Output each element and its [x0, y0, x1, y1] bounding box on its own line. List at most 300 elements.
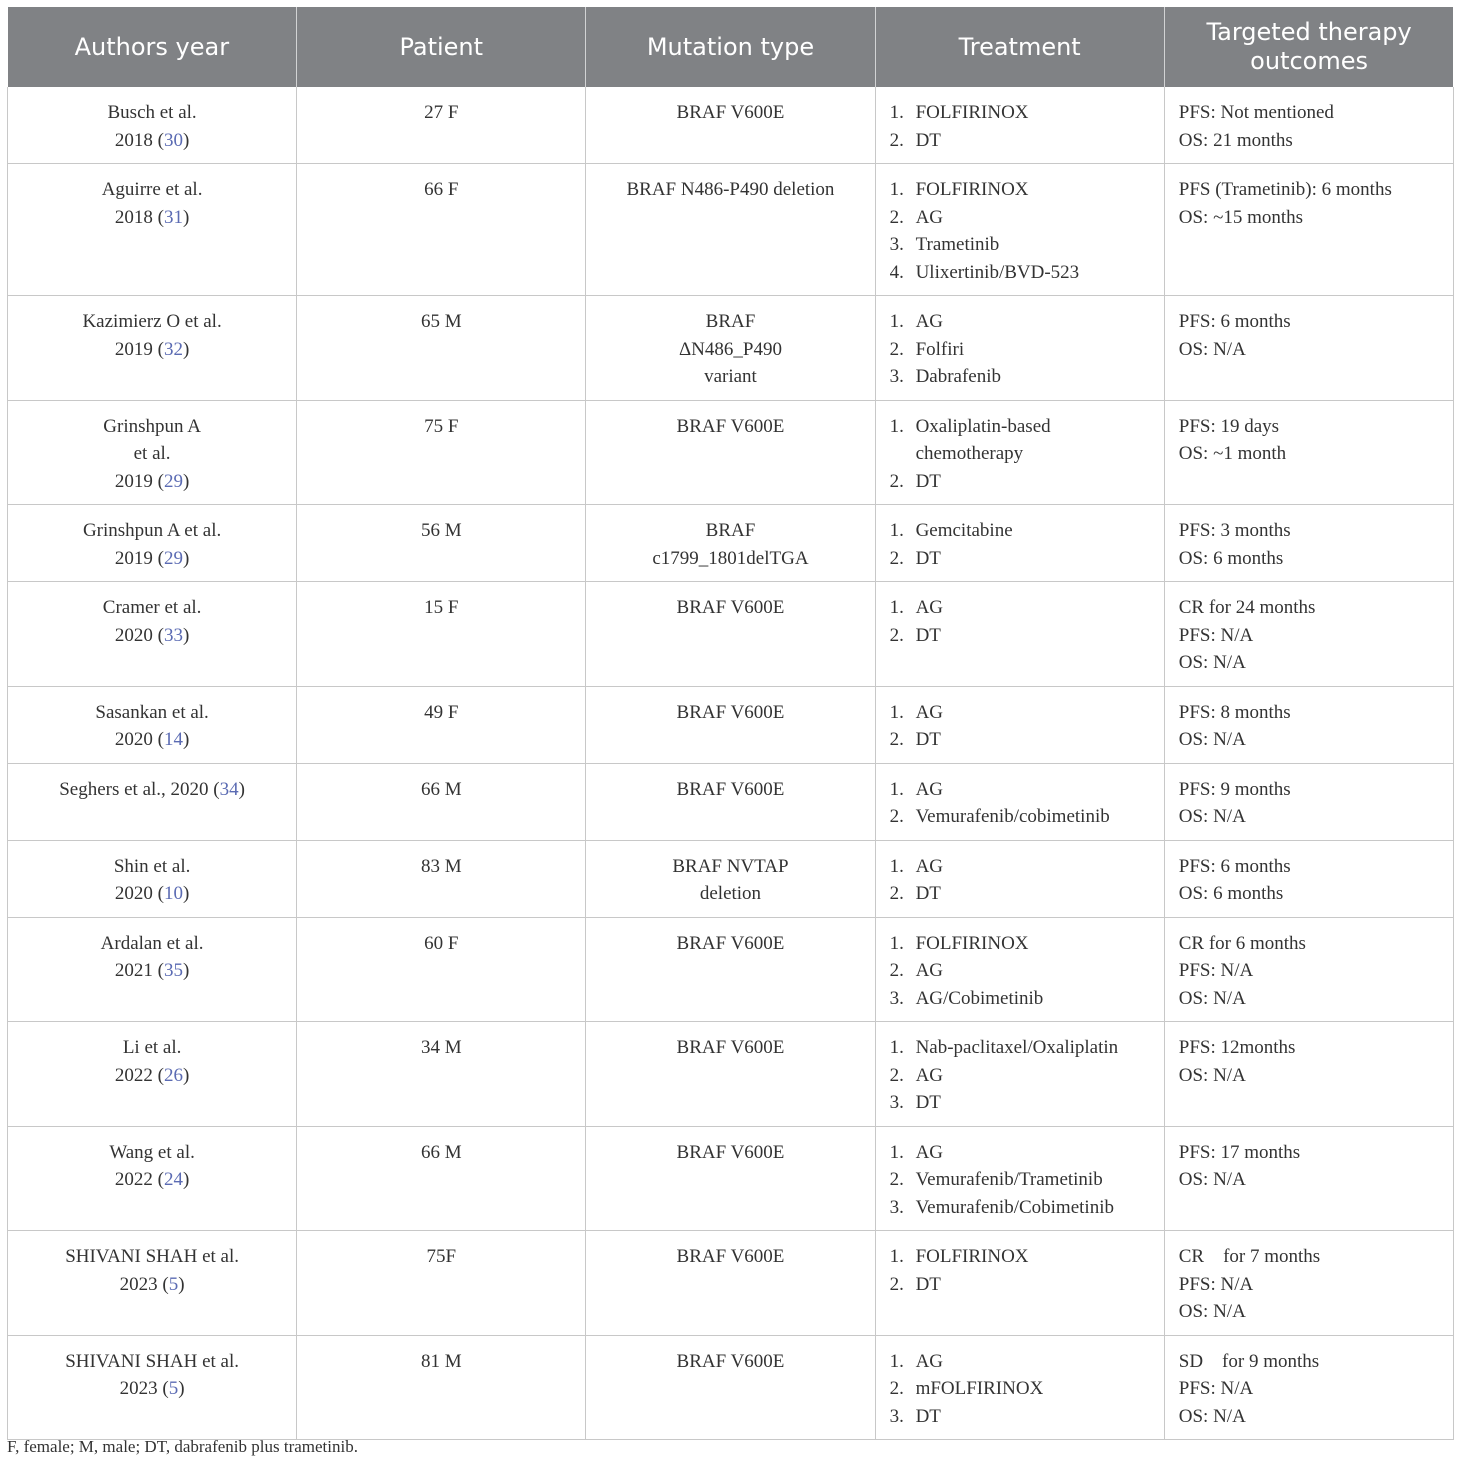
outcome-line: OS: ~1 month	[1178, 443, 1287, 464]
cell-authors-year	[8, 1335, 297, 1440]
treatment-item	[890, 1403, 1150, 1431]
cell-patient: 27 F	[297, 87, 586, 164]
treatment-item	[890, 1348, 1150, 1376]
treatment-number: 1.	[889, 932, 904, 954]
treatment-number: 3.	[889, 1092, 904, 1113]
treatment-number: 2.	[889, 1378, 904, 1399]
cell-outcomes	[1164, 686, 1453, 763]
table-row	[8, 840, 1454, 917]
mutation-line: BRAF V600E	[676, 778, 785, 800]
cell-authors-year	[8, 917, 297, 1022]
treatment-item	[890, 1062, 1150, 1090]
author-name: SHIVANI SHAH et al.	[65, 1246, 239, 1267]
table-footnote: F, female; M, male; DT, dabrafenib plus trametinib.	[7, 1437, 358, 1456]
outcome-line: PFS: N/A	[1178, 1273, 1254, 1295]
cell-treatment	[875, 763, 1164, 840]
treatment-text: DT	[915, 1092, 941, 1113]
cell-outcomes	[1164, 1335, 1453, 1440]
treatment-number: 2.	[889, 338, 904, 360]
mutation-line: ΔN486_P490	[678, 338, 782, 360]
cell-patient: 75F	[297, 1231, 586, 1336]
mutation-line: BRAF V600E	[676, 701, 785, 723]
mutation-line: BRAF V600E	[676, 932, 785, 954]
reference-link[interactable]: 33	[163, 624, 183, 646]
header-targeted-therapy-outcomes: Targeted therapy outcomes	[1164, 7, 1453, 87]
year-line: 2020 (33)	[114, 624, 190, 646]
cell-patient: 60 F	[297, 917, 586, 1022]
year-line: 2018 (31)	[114, 206, 190, 228]
year-line: 2023 (5)	[119, 1273, 185, 1295]
treatment-text: Vemurafenib/cobimetinib	[915, 806, 1110, 827]
treatment-number: 1.	[889, 179, 904, 200]
cell-treatment	[875, 1335, 1164, 1440]
outcome-line: CR for 24 months	[1178, 597, 1316, 618]
treatment-list	[890, 1348, 1150, 1431]
author-name: Wang et al.	[109, 1141, 195, 1163]
treatment-text: Nab-paclitaxel/Oxaliplatin	[915, 1037, 1119, 1058]
cell-outcomes	[1164, 505, 1453, 582]
mutation-line: BRAF V600E	[676, 597, 785, 618]
reference-link[interactable]: 35	[163, 960, 183, 981]
treatment-text: AG	[915, 311, 944, 332]
outcome-line: OS: N/A	[1178, 1301, 1246, 1322]
treatment-item	[890, 336, 1150, 364]
table-row	[8, 164, 1454, 296]
cell-patient: 34 M	[297, 1022, 586, 1127]
outcome-line: OS: N/A	[1178, 338, 1246, 360]
reference-link[interactable]: 30	[163, 129, 183, 151]
reference-link[interactable]: 10	[163, 883, 183, 904]
treatment-item	[890, 259, 1150, 287]
publication-year: 2020	[114, 883, 153, 904]
cell-mutation-type	[586, 400, 875, 505]
author-line: Seghers et al., 2020 (34)	[59, 778, 245, 800]
treatment-number: 2.	[889, 960, 904, 981]
publication-year: 2021	[114, 960, 153, 981]
author-name: Sasankan et al.	[95, 701, 209, 723]
treatment-text: Vemurafenib/Cobimetinib	[915, 1196, 1114, 1218]
publication-year: 2019	[114, 547, 153, 569]
treatment-list	[890, 699, 1150, 754]
cell-outcomes	[1164, 1231, 1453, 1336]
treatment-number: 2.	[889, 883, 904, 904]
cell-treatment	[875, 296, 1164, 401]
reference-link[interactable]: 14	[163, 729, 183, 750]
treatment-list	[890, 99, 1150, 154]
outcome-line: PFS: 12months	[1178, 1037, 1296, 1058]
cell-mutation-type	[586, 582, 875, 687]
cell-authors-year	[8, 1126, 297, 1231]
treatment-list	[890, 776, 1150, 831]
treatment-item	[890, 1034, 1150, 1062]
cell-patient: 66 M	[297, 1126, 586, 1231]
table-row	[8, 400, 1454, 505]
publication-year: 2019	[114, 338, 153, 360]
treatment-number: 1.	[889, 520, 904, 541]
cell-patient: 81 M	[297, 1335, 586, 1440]
treatment-text: Folfiri	[915, 338, 965, 360]
year-line: 2022 (26)	[114, 1064, 190, 1086]
treatment-item	[890, 930, 1150, 958]
outcome-line: OS: N/A	[1178, 729, 1246, 750]
outcome-line: SD for 9 months	[1178, 1350, 1320, 1372]
mutation-line: variant	[704, 366, 757, 387]
author-name: Busch et al.	[107, 102, 197, 123]
reference-link[interactable]: 5	[168, 1273, 179, 1295]
cell-patient: 66 M	[297, 763, 586, 840]
header-authors-year: Authors year	[8, 7, 297, 87]
table-row	[8, 1022, 1454, 1127]
cell-mutation-type	[586, 1231, 875, 1336]
treatment-text: AG	[915, 206, 944, 228]
cell-outcomes	[1164, 582, 1453, 687]
treatment-number: 1.	[889, 1037, 904, 1058]
outcome-line: CR for 7 months	[1178, 1246, 1321, 1267]
treatment-item	[890, 517, 1150, 545]
cell-mutation-type	[586, 296, 875, 401]
treatment-text: AG	[915, 778, 944, 800]
treatment-text: FOLFIRINOX	[915, 1246, 1029, 1267]
treatment-text: Vemurafenib/Trametinib	[915, 1169, 1103, 1190]
header-treatment: Treatment	[875, 7, 1164, 87]
table-row	[8, 763, 1454, 840]
table-row	[8, 1126, 1454, 1231]
table-row	[8, 505, 1454, 582]
cell-outcomes	[1164, 917, 1453, 1022]
treatment-number: 3.	[889, 987, 904, 1009]
cell-patient: 15 F	[297, 582, 586, 687]
treatment-item	[890, 1243, 1150, 1271]
treatment-text: DT	[915, 129, 941, 151]
treatment-item	[890, 176, 1150, 204]
treatment-list	[890, 176, 1150, 286]
treatment-item	[890, 308, 1150, 336]
cell-authors-year	[8, 686, 297, 763]
treatment-text: FOLFIRINOX	[915, 932, 1029, 954]
reference-link[interactable]: 5	[168, 1378, 179, 1399]
mutation-line: c1799_1801delTGA	[652, 547, 809, 569]
author-name: Ardalan et al.	[100, 932, 204, 954]
year-line: 2021 (35)	[114, 960, 190, 981]
table-row	[8, 917, 1454, 1022]
header-row	[8, 7, 1454, 87]
cell-authors-year	[8, 505, 297, 582]
outcome-line: OS: N/A	[1178, 652, 1246, 673]
reference-link[interactable]: 29	[163, 470, 183, 492]
year-line: 2022 (24)	[114, 1169, 190, 1190]
treatment-text: DT	[915, 470, 941, 492]
cell-authors-year	[8, 1022, 297, 1127]
year-line: 2019 (29)	[114, 547, 190, 569]
author-name-cont: et al.	[133, 443, 171, 464]
outcome-line: PFS: 3 months	[1178, 520, 1291, 541]
treatment-text: Trametinib	[915, 234, 1000, 255]
cell-mutation-type	[586, 1126, 875, 1231]
treatment-text: AG	[915, 1141, 944, 1163]
outcome-line: OS: 6 months	[1178, 547, 1284, 569]
cell-authors-year	[8, 582, 297, 687]
outcome-line: OS: N/A	[1178, 987, 1246, 1009]
reference-link[interactable]: 31	[163, 206, 183, 228]
cell-outcomes	[1164, 1126, 1453, 1231]
outcome-line: PFS: 6 months	[1178, 855, 1291, 877]
treatment-item	[890, 594, 1150, 622]
publication-year: 2022	[114, 1169, 153, 1190]
treatment-text: AG/Cobimetinib	[915, 987, 1044, 1009]
treatment-item	[890, 413, 1150, 468]
cell-mutation-type	[586, 763, 875, 840]
cell-mutation-type	[586, 164, 875, 296]
mutation-line: BRAF V600E	[676, 1037, 785, 1058]
cell-authors-year	[8, 164, 297, 296]
cell-treatment	[875, 917, 1164, 1022]
table-row	[8, 582, 1454, 687]
cell-mutation-type	[586, 1022, 875, 1127]
mutation-line: BRAF V600E	[676, 102, 785, 123]
cell-patient: 66 F	[297, 164, 586, 296]
outcome-line: PFS: 19 days	[1178, 415, 1280, 437]
treatment-text: DT	[915, 547, 941, 569]
treatment-number: 2.	[889, 206, 904, 228]
treatment-item	[890, 1166, 1150, 1194]
treatment-item	[890, 726, 1150, 754]
outcome-line: CR for 6 months	[1178, 932, 1306, 954]
cell-treatment	[875, 1022, 1164, 1127]
treatment-number: 3.	[889, 1405, 904, 1427]
treatment-number: 1.	[889, 778, 904, 800]
author-name: Cramer et al.	[102, 597, 202, 618]
cell-authors-year	[8, 840, 297, 917]
treatment-number: 1.	[889, 102, 904, 123]
cell-authors-year	[8, 400, 297, 505]
treatment-item	[890, 776, 1150, 804]
treatment-list	[890, 1139, 1150, 1222]
treatment-text: FOLFIRINOX	[915, 102, 1029, 123]
reference-link[interactable]: 32	[163, 338, 183, 360]
data-table	[7, 7, 1454, 1440]
treatment-text: DT	[915, 1273, 941, 1295]
outcome-line: OS: N/A	[1178, 1169, 1246, 1190]
treatment-number: 2.	[889, 729, 904, 750]
cell-treatment	[875, 87, 1164, 164]
treatment-list	[890, 1243, 1150, 1298]
cell-treatment	[875, 400, 1164, 505]
year-line: 2020 (14)	[114, 729, 190, 750]
reference-link[interactable]: 26	[163, 1064, 183, 1086]
treatment-list	[890, 594, 1150, 649]
treatment-number: 1.	[889, 855, 904, 877]
mutation-line: deletion	[699, 883, 762, 904]
cell-treatment	[875, 686, 1164, 763]
treatment-number: 2.	[889, 470, 904, 492]
treatment-number: 2.	[889, 806, 904, 827]
cell-outcomes	[1164, 763, 1453, 840]
treatment-list	[890, 308, 1150, 391]
outcome-line: PFS: N/A	[1178, 1378, 1254, 1399]
table-row	[8, 1231, 1454, 1336]
table-row	[8, 686, 1454, 763]
publication-year: 2019	[114, 470, 153, 492]
treatment-item	[890, 622, 1150, 650]
cell-treatment	[875, 1126, 1164, 1231]
cell-patient: 65 M	[297, 296, 586, 401]
treatment-number: 1.	[889, 701, 904, 723]
treatment-text: AG	[915, 1350, 944, 1372]
treatment-number: 4.	[889, 261, 904, 283]
treatment-text: mFOLFIRINOX	[915, 1378, 1044, 1399]
treatment-text: AG	[915, 960, 944, 981]
treatment-number: 1.	[889, 311, 904, 332]
outcome-line: PFS: 9 months	[1178, 778, 1291, 800]
treatment-number: 2.	[889, 129, 904, 151]
treatment-text: FOLFIRINOX	[915, 179, 1029, 200]
author-name: Seghers et al., 2020	[59, 778, 209, 800]
treatment-item	[890, 1139, 1150, 1167]
treatment-item	[890, 803, 1150, 831]
treatment-item	[890, 363, 1150, 391]
treatment-item	[890, 231, 1150, 259]
cell-outcomes	[1164, 164, 1453, 296]
treatment-item	[890, 1089, 1150, 1117]
year-line: 2018 (30)	[114, 129, 190, 151]
outcome-line: PFS: N/A	[1178, 960, 1254, 981]
cell-mutation-type	[586, 686, 875, 763]
table-row	[8, 87, 1454, 164]
cell-authors-year	[8, 763, 297, 840]
author-name: Grinshpun A	[103, 415, 201, 437]
author-name: Kazimierz O et al.	[82, 311, 222, 332]
treatment-text: AG	[915, 1064, 944, 1086]
header-mutation-type: Mutation type	[586, 7, 875, 87]
mutation-line: BRAF V600E	[676, 1350, 785, 1372]
cell-patient: 49 F	[297, 686, 586, 763]
outcome-line: OS: N/A	[1178, 806, 1246, 827]
cell-outcomes	[1164, 840, 1453, 917]
treatment-number: 1.	[889, 1350, 904, 1372]
treatment-text: Ulixertinib/BVD-523	[915, 261, 1080, 283]
treatment-item	[890, 957, 1150, 985]
treatment-text: AG	[915, 855, 944, 877]
year-line: 2019 (32)	[114, 338, 190, 360]
treatment-list	[890, 1034, 1150, 1117]
table-header	[8, 7, 1454, 87]
outcome-line: PFS: N/A	[1178, 624, 1254, 646]
treatment-list	[890, 413, 1150, 496]
mutation-line: BRAF V600E	[676, 1246, 785, 1267]
publication-year: 2020	[114, 729, 153, 750]
treatment-number: 3.	[889, 234, 904, 255]
header-patient: Patient	[297, 7, 586, 87]
treatment-list	[890, 517, 1150, 572]
outcome-line: PFS: 8 months	[1178, 701, 1291, 723]
cell-mutation-type	[586, 1335, 875, 1440]
cell-treatment	[875, 164, 1164, 296]
outcome-line: OS: N/A	[1178, 1064, 1246, 1086]
outcome-line: PFS: 17 months	[1178, 1141, 1301, 1163]
year-line: 2020 (10)	[114, 883, 190, 904]
outcome-line: PFS: 6 months	[1178, 311, 1291, 332]
treatment-item	[890, 1194, 1150, 1222]
table-body	[8, 87, 1454, 1440]
treatment-item	[890, 1375, 1150, 1403]
cell-authors-year	[8, 1231, 297, 1336]
publication-year: 2023	[119, 1273, 158, 1295]
treatment-number: 2.	[889, 1169, 904, 1190]
table-row	[8, 296, 1454, 401]
cell-outcomes	[1164, 296, 1453, 401]
treatment-text: AG	[915, 701, 944, 723]
treatment-number: 2.	[889, 547, 904, 569]
reference-link[interactable]: 24	[163, 1169, 183, 1190]
treatment-text: DT	[915, 883, 941, 904]
treatment-list	[890, 930, 1150, 1013]
cell-patient: 83 M	[297, 840, 586, 917]
cell-authors-year	[8, 87, 297, 164]
treatment-text: Gemcitabine	[915, 520, 1013, 541]
publication-year: 2020	[114, 624, 153, 646]
cell-patient: 75 F	[297, 400, 586, 505]
treatment-number: 3.	[889, 366, 904, 387]
treatment-item	[890, 99, 1150, 127]
author-name: Aguirre et al.	[101, 179, 203, 200]
treatment-text: DT	[915, 729, 941, 750]
outcome-line: OS: N/A	[1178, 1405, 1246, 1427]
treatment-number: 2.	[889, 624, 904, 646]
cell-treatment	[875, 1231, 1164, 1336]
year-line: 2023 (5)	[119, 1378, 185, 1399]
cell-mutation-type	[586, 917, 875, 1022]
cell-mutation-type	[586, 505, 875, 582]
author-name: Grinshpun A et al.	[82, 520, 222, 541]
cell-treatment	[875, 582, 1164, 687]
cell-authors-year	[8, 296, 297, 401]
treatment-item	[890, 468, 1150, 496]
cell-mutation-type	[586, 840, 875, 917]
author-name: Li et al.	[122, 1037, 182, 1058]
publication-year: 2018	[114, 206, 153, 228]
mutation-line: BRAF	[705, 520, 756, 541]
treatment-item	[890, 545, 1150, 573]
table-row	[8, 1335, 1454, 1440]
author-name: SHIVANI SHAH et al.	[65, 1350, 239, 1372]
cell-outcomes	[1164, 87, 1453, 164]
mutation-line: BRAF V600E	[676, 1141, 785, 1163]
publication-year: 2018	[114, 129, 153, 151]
treatment-number: 3.	[889, 1196, 904, 1218]
treatment-text: DT	[915, 624, 941, 646]
reference-link[interactable]: 29	[163, 547, 183, 569]
reference-link[interactable]: 34	[219, 778, 239, 800]
treatment-item	[890, 880, 1150, 908]
treatment-list	[890, 853, 1150, 908]
publication-year: 2023	[119, 1378, 158, 1399]
treatment-text: AG	[915, 597, 944, 618]
treatment-item	[890, 985, 1150, 1013]
treatment-item	[890, 853, 1150, 881]
treatment-text: DT	[915, 1405, 941, 1427]
mutation-line: BRAF NVTAP	[672, 855, 789, 877]
table-container	[7, 7, 1453, 1440]
treatment-text: Oxaliplatin-based chemotherapy	[915, 415, 1051, 464]
mutation-line: BRAF	[705, 311, 756, 332]
cell-outcomes	[1164, 400, 1453, 505]
mutation-line: BRAF V600E	[676, 415, 785, 437]
mutation-line: BRAF N486-P490 deletion	[626, 179, 835, 200]
treatment-item	[890, 127, 1150, 155]
treatment-number: 2.	[889, 1064, 904, 1086]
year-line: 2019 (29)	[114, 470, 190, 492]
treatment-number: 1.	[889, 1246, 904, 1267]
